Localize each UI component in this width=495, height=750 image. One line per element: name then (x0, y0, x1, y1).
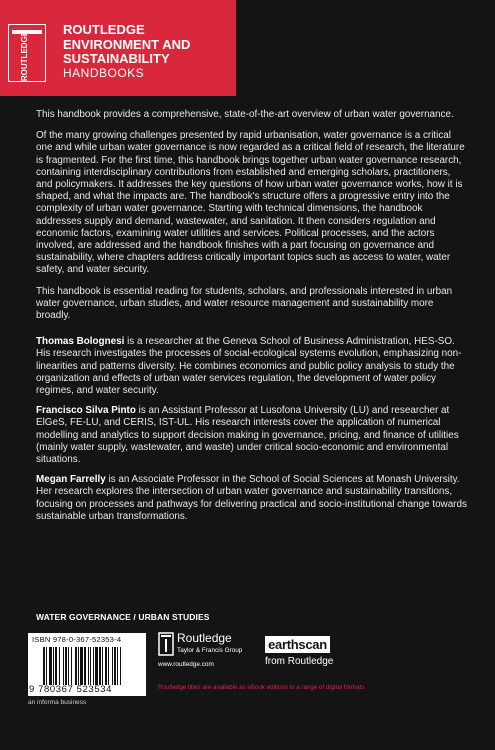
author-bio (36, 474, 468, 523)
author-bio-text: is an Assistant Professor at Lusofona University (LU) and researcher at ElGeS, FE-LU, and CERIS, IST-UL. His research interests cover the application of numerical modelling and analytics to support decision making in governance, pricing, and finance of utilities (mainly water supply, wastewater, and waste) under critical socio-economic and environmental situations. (36, 405, 459, 466)
author-bio-text: is a researcher at the Geneva School of Business Administration, HES-SO. His research investigates the processes of social-ecological systems evolution, emphasizing non-linearities and patterns diversity. He combines economics and public policy analysis to study the organization and effects of urban water services regulation, the development of water policy regimes, and water security. (36, 336, 462, 397)
isbn: ISBN 978-0-367-52353-4 (32, 635, 122, 644)
author-name: Francisco Silva Pinto (36, 405, 136, 417)
series-subtitle: HANDBOOKS (63, 66, 145, 80)
publisher-url[interactable]: www.routledge.com (158, 661, 214, 668)
barcode-number: 9 780367 523534 (29, 684, 112, 695)
barcode-icon (43, 647, 141, 685)
earthscan-subtitle: from Routledge (265, 656, 334, 667)
author-bio (36, 336, 468, 397)
intro-paragraph: Of the many growing challenges presented by rapid urbanisation, water governance is a critical one and while urban water governance is now regarded as a critical field of research, the literature is fragmented. For the first time, this handbook brings together urban water governance research, containing interdisciplinary contributions from established and emerging scholars, practitioners, and policymakers. It addresses the key questions of how urban water governance works, how it is shaped, and what the impacts are. The handbook's structure offers a progressive entry into the complexity of urban water governance. Starting with technical dimensions, the handbook addresses supply and demand, wastewater, and sanitation. It then considers regulation and economic factors, examining water utilities and services. Political processes, and the actors involved, are addressed and the handbook finishes with a part focusing on governance and sustainability, where chapters address critically important topics such as access to water, water safety, and water security. (36, 130, 465, 276)
publisher-group: Taylor & Francis Group (177, 647, 243, 654)
routledge-tf-logo-icon (158, 632, 174, 656)
imprint-text: an informa business (28, 699, 87, 706)
series-title: ROUTLEDGE ENVIRONMENT AND SUSTAINABILITY (63, 22, 191, 66)
subject-category: WATER GOVERNANCE / URBAN STUDIES (36, 612, 210, 622)
author-name: Thomas Bolognesi (36, 336, 125, 348)
intro-paragraph: This handbook provides a comprehensive, state-of-the-art overview of urban water governance. (36, 109, 454, 120)
publisher-name: Routledge (177, 631, 232, 645)
author-name: Megan Farrelly (36, 474, 106, 486)
routledge-logo-icon (8, 24, 46, 82)
ebook-note: Routledge titles are available as eBook editions in a range of digital formats (158, 684, 365, 691)
series-banner (0, 0, 236, 96)
author-bio (36, 405, 468, 466)
intro-paragraph: This handbook is essential reading for students, scholars, and professionals interested in urban water governance, urban studies, and water resource management and sustainability more broadly. (36, 285, 453, 322)
earthscan-logo: earthscan (265, 636, 330, 653)
logo-text: ROUTLEDGE (20, 30, 29, 82)
author-bio-text: is an Associate Professor in the School of Social Sciences at Monash University. Her research explores the intersection of urban water governance and sustainability transitions, focusing on processes and pathways for delivering practical and socio-institutional change towards sustainable urban transformations. (36, 474, 467, 522)
barcode-box (28, 633, 146, 696)
back-cover-text (36, 109, 468, 531)
